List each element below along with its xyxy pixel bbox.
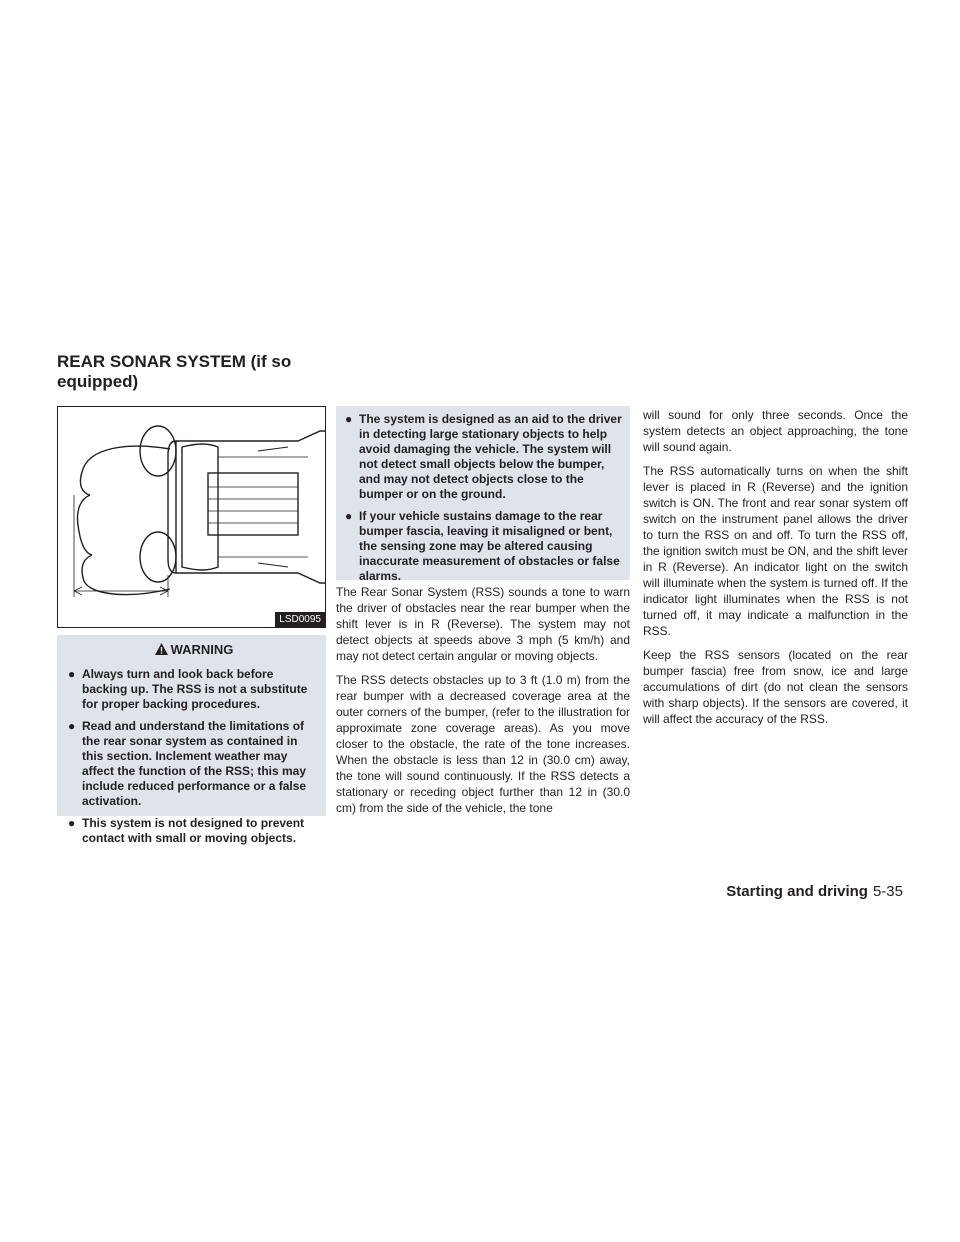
body-text-column-3 (643, 407, 908, 735)
page-footer (726, 883, 903, 901)
list-item (67, 816, 320, 846)
list-item-text: Always turn and look back before backing up. The RSS is not a substitute for proper backing procedures. (82, 667, 308, 711)
bullet-icon: ● (345, 509, 353, 523)
paragraph: The RSS automatically turns on when the shift lever is placed in R (Reverse) and the ignition switch is ON. The front and rear sonar system off switch on the instrument panel allows the driver to turn the RSS on and off. To turn the RSS off, the ignition switch must be ON, and the shift lever in R (Reverse). An indicator light on the switch will illuminate when the system is turned off. If the indicator light illuminates when the RSS is not turned off, it may indicate a malfunction in the RSS. (643, 464, 908, 638)
page-number: 5-35 (872, 883, 903, 900)
warning-box (57, 635, 326, 845)
list-item-text: This system is not designed to prevent contact with small or moving objects. (82, 816, 305, 845)
warning-list (67, 667, 320, 846)
list-item (344, 509, 624, 584)
footer-section-name: Starting and driving (726, 883, 868, 900)
paragraph: The RSS detects obstacles up to 3 ft (1.0 m) from the rear bumper with a decreased coverage area at the outer corners of the bumper, (refer to the illustration for approximate zone coverage areas). As you move closer to the obstacle, the rate of the tone increases. When the obstacle is less than 12 in (30.0 cm) away, the tone will sound continuously. If the RSS detects a stationary or receding object further than 12 in (30.0 cm) from the side of the vehicle, the tone (336, 673, 630, 815)
bullet-icon: ● (345, 412, 353, 426)
list-item (344, 412, 624, 502)
list-item (67, 719, 320, 809)
body-text-column-2 (336, 584, 630, 824)
list-item (67, 667, 320, 712)
bullet-icon: ● (68, 719, 76, 733)
list-item-text: If your vehicle sustains damage to the rear bumper fascia, leaving it misaligned or bent, the sensing zone may be altered causing inaccurate measurement of obstacles or false alarms. (359, 509, 620, 583)
list-item-text: The system is designed as an aid to the driver in detecting large stationary objects to help avoid damaging the vehicle. The system will not detect small objects below the bumper, and may not detect objects close to the bumper or on the ground. (359, 412, 622, 501)
section-title: REAR SONAR SYSTEM (if so equipped) (57, 352, 292, 391)
warning-heading-text: WARNING (170, 642, 234, 657)
figure-code: LSD0095 (275, 612, 325, 627)
bullet-icon: ● (68, 816, 76, 830)
bullet-icon: ● (68, 667, 76, 681)
list-item-text: Read and understand the limitations of the rear sonar system as contained in this section. Inclement weather may affect the function of the RSS; this may include reduced performance or a false activation. (82, 719, 307, 808)
warning-triangle-icon (154, 642, 169, 660)
warning-heading (67, 642, 320, 660)
vehicle-top-view-diagram (58, 407, 325, 627)
paragraph: Keep the RSS sensors (located on the rear bumper fascia) free from snow, ice and large accumulations of dirt (do not clean the sensors with sharp objects). If the sensors are covered, it will affect the accuracy of the RSS. (643, 648, 908, 726)
paragraph: will sound for only three seconds. Once the system detects an object approaching, the tone will sound again. (643, 408, 908, 454)
rear-sonar-illustration (57, 406, 326, 628)
paragraph: The Rear Sonar System (RSS) sounds a tone to warn the driver of obstacles near the rear bumper when the shift lever is in R (Reverse). The system may not detect objects at speeds above 3 mph (5 km/h) and may not detect certain angular or moving objects. (336, 585, 630, 663)
warning-continued-list (344, 412, 624, 584)
warning-continued-box (336, 406, 630, 583)
